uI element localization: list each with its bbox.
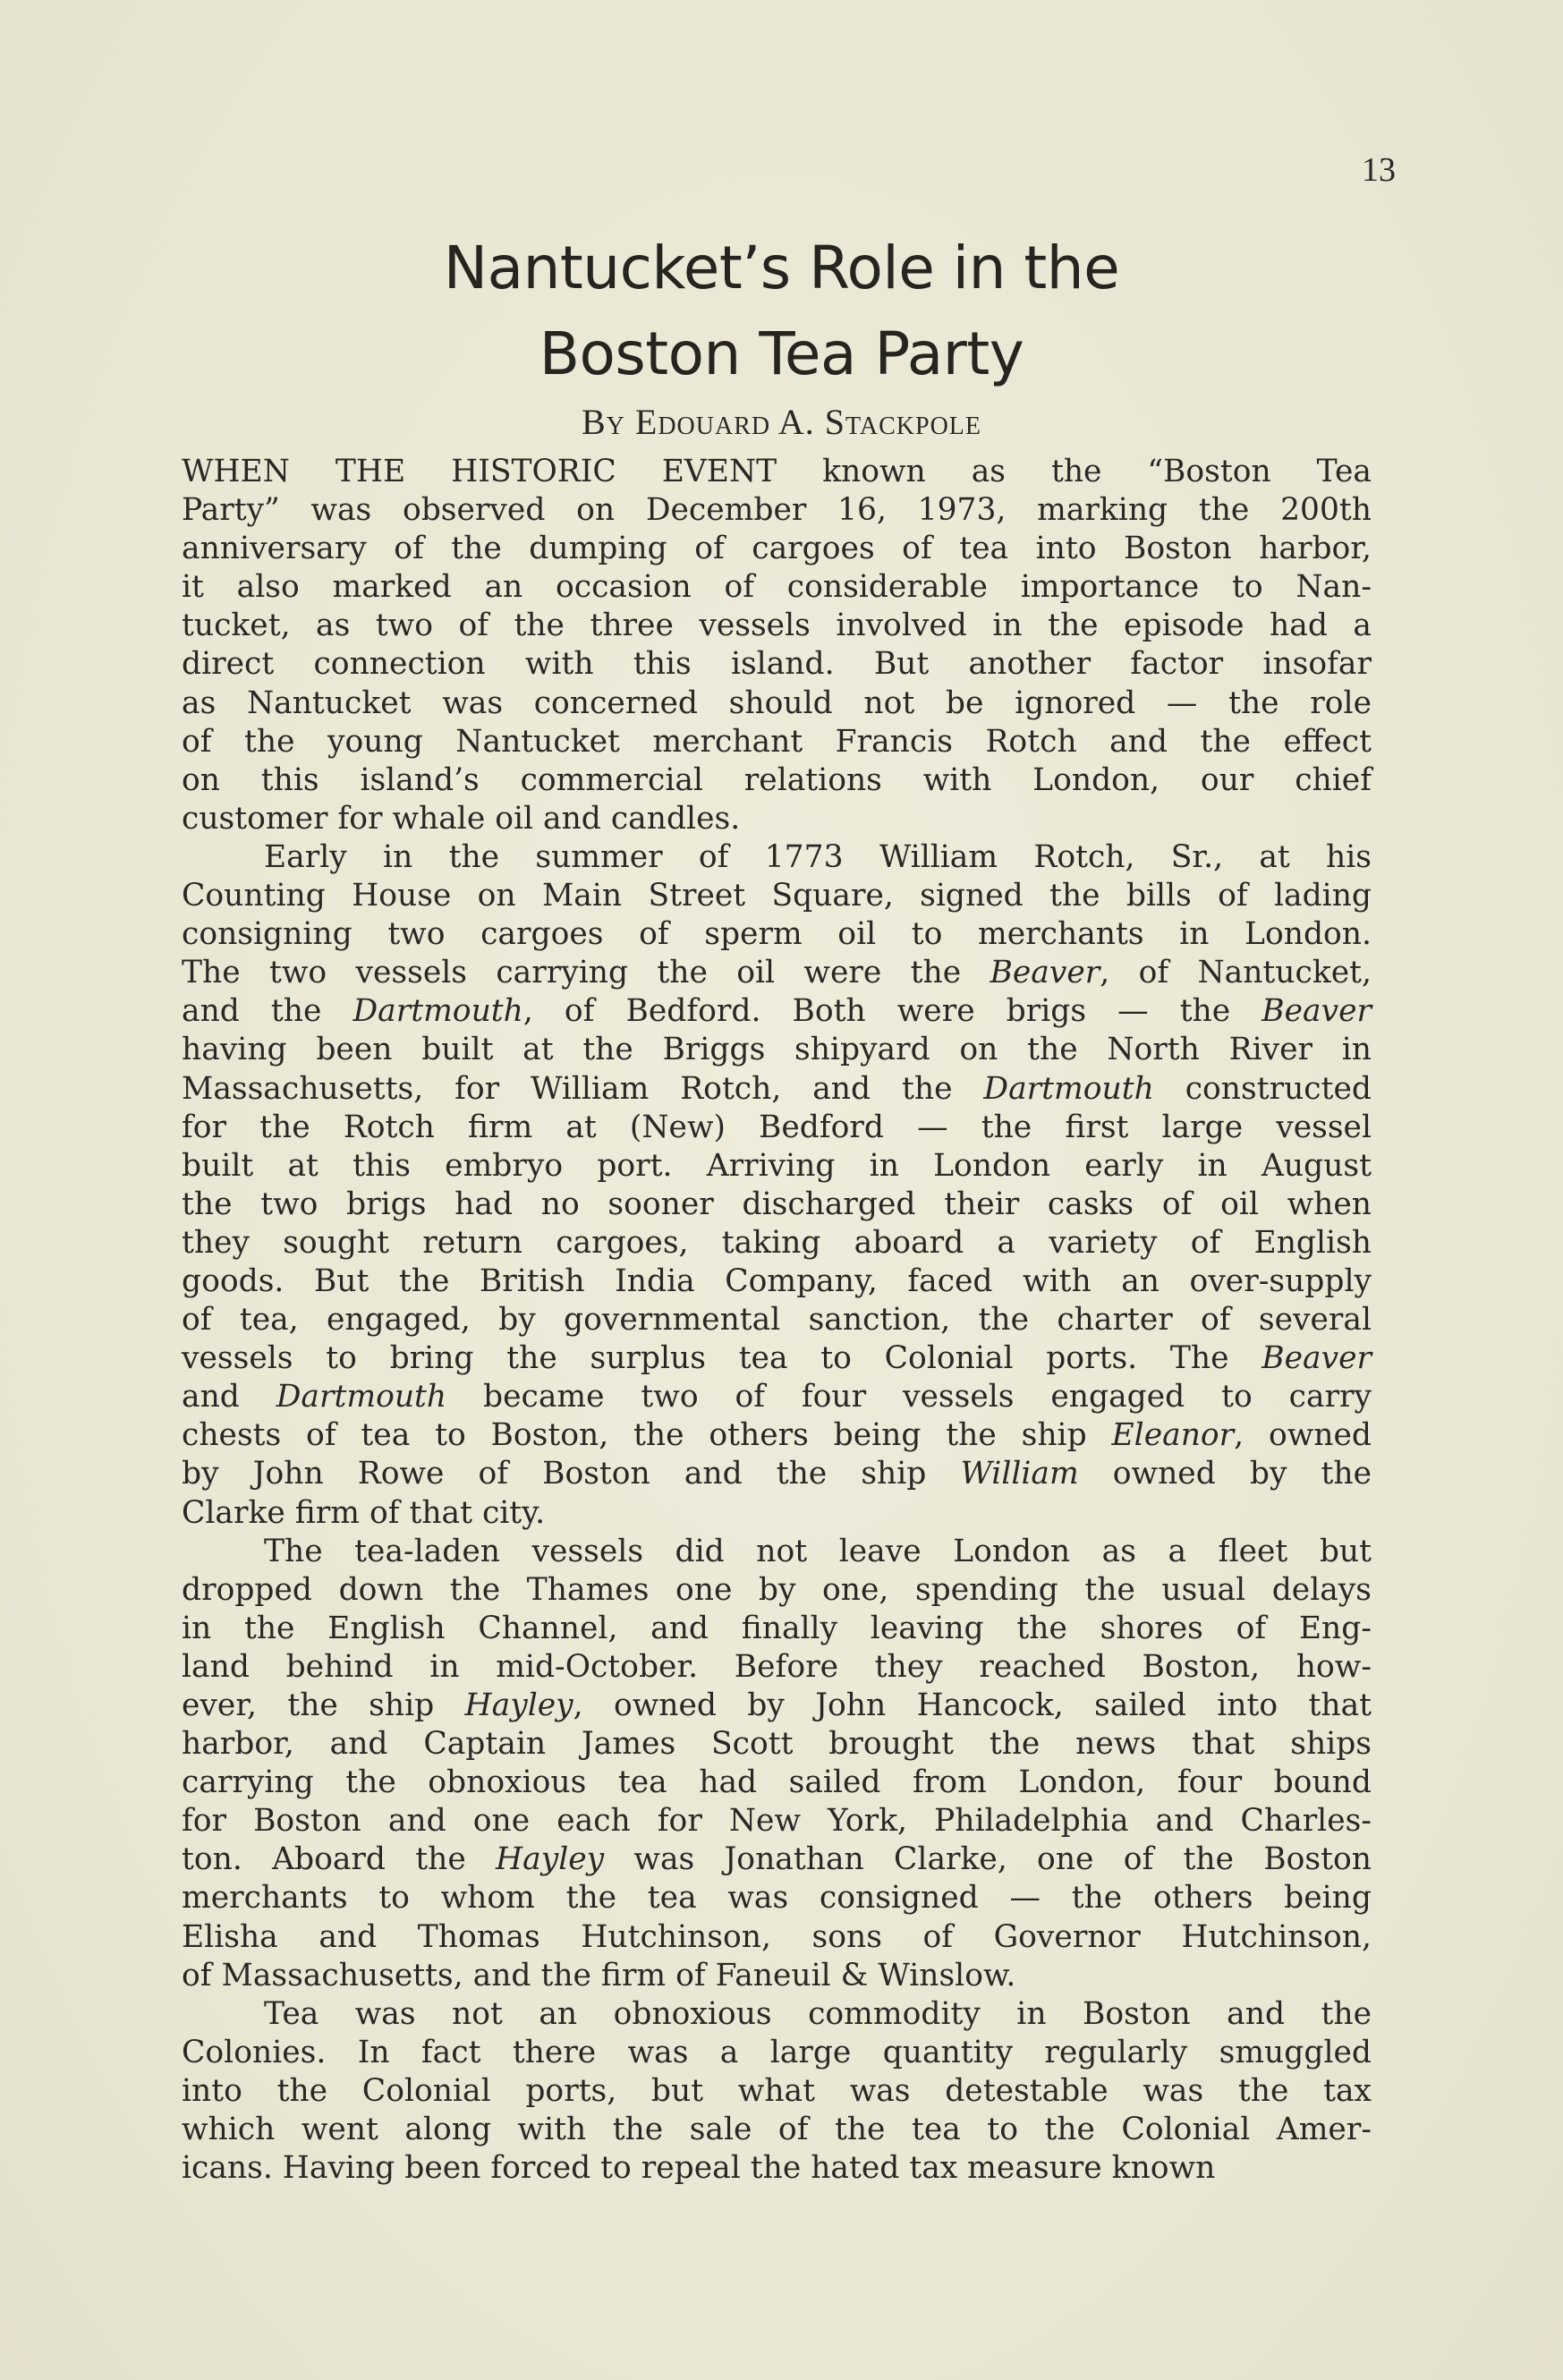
paragraph-line: merchants to whom the tea was consigned — the others being xyxy=(182,1880,1372,1917)
paragraph-line: Early in the summer of 1773 William Rotch, Sr., at his xyxy=(264,838,1372,875)
paragraph-line: they sought return cargoes, taking aboard a variety of English xyxy=(182,1224,1372,1261)
paragraph-line: for Boston and one each for New York, Philadelphia and Charles- xyxy=(182,1803,1372,1840)
paragraph-line: The tea-laden vessels did not leave London as a fleet but xyxy=(264,1533,1372,1569)
paragraph-line: having been built at the Briggs shipyard on the North River in xyxy=(182,1032,1372,1068)
paragraph-line: direct connection with this island. But another factor insofar xyxy=(182,646,1372,683)
vessel-name: Dartmouth xyxy=(983,1070,1154,1107)
paragraph-line: by John Rowe of Boston and the ship William owned by the xyxy=(182,1456,1372,1492)
vessel-name: Beaver xyxy=(1261,1340,1372,1377)
vessel-name: Dartmouth xyxy=(353,993,523,1030)
vessel-name: William xyxy=(960,1456,1079,1492)
article-title-line-2: Boston Tea Party xyxy=(539,319,1024,388)
page-number: 13 xyxy=(1362,151,1396,189)
paragraph-line: vessels to bring the surplus tea to Colonial ports. The Beaver xyxy=(182,1340,1372,1377)
paragraph-line: of tea, engaged, by governmental sanction, the charter of several xyxy=(182,1302,1372,1339)
article-paragraph xyxy=(182,1995,1372,2188)
paragraph-line: Counting House on Main Street Square, signed the bills of lading xyxy=(182,878,1372,914)
paragraph-line: anniversary of the dumping of cargoes of tea into Boston harbor, xyxy=(182,531,1372,567)
paragraph-line: goods. But the British India Company, faced with an over-supply xyxy=(182,1262,1372,1299)
paragraph-line: for the Rotch firm at (New) Bedford — the first large vessel xyxy=(182,1109,1372,1145)
paragraph-line: carrying the obnoxious tea had sailed from London, four bound xyxy=(182,1764,1372,1801)
paragraph-line: Colonies. In fact there was a large quantity regularly smuggled xyxy=(182,2034,1372,2070)
vessel-name: Hayley xyxy=(464,1687,573,1723)
paragraph-line: Tea was not an obnoxious commodity in Boston and the xyxy=(264,1995,1372,2032)
paragraph-line: the two brigs had no sooner discharged their casks of oil when xyxy=(182,1186,1372,1222)
paragraph-line: Elisha and Thomas Hutchinson, sons of Governor Hutchinson, xyxy=(182,1918,1372,1955)
paragraph-line: Massachusetts, for William Rotch, and the Dartmouth constructed xyxy=(182,1070,1372,1107)
paragraph-line: land behind in mid-October. Before they reached Boston, how- xyxy=(182,1648,1372,1685)
paragraph-line: of Massachusetts, and the firm of Faneuil & Winslow. xyxy=(182,1957,1016,1993)
paragraph-line: into the Colonial ports, but what was detestable was the tax xyxy=(182,2072,1372,2109)
vessel-name: Eleanor xyxy=(1111,1417,1235,1454)
article-paragraph xyxy=(182,453,1372,838)
paragraph-line: icans. Having been forced to repeal the hated tax measure known xyxy=(182,2150,1216,2187)
vessel-name: Beaver xyxy=(990,955,1100,991)
article-title xyxy=(179,225,1384,397)
vessel-name: Hayley xyxy=(496,1841,605,1878)
paragraph-line: and the Dartmouth, of Bedford. Both were brigs — the Beaver xyxy=(182,993,1372,1030)
paragraph-line: built at this embryo port. Arriving in London early in August xyxy=(182,1147,1372,1184)
article-byline: By Edouard A. Stackpole xyxy=(581,402,982,442)
paragraph-line: on this island’s commercial relations with London, our chief xyxy=(182,761,1372,798)
paragraph-line: as Nantucket was concerned should not be ignored — the role xyxy=(182,684,1372,721)
paragraph-line: ton. Aboard the Hayley was Jonathan Clarke, one of the Boston xyxy=(182,1841,1372,1878)
paragraph-line: tucket, as two of the three vessels involved in the episode had a xyxy=(182,608,1372,644)
paragraph-line: and Dartmouth became two of four vessels engaged to carry xyxy=(182,1379,1372,1415)
paragraph-line: in the English Channel, and finally leaving the shores of Eng- xyxy=(182,1610,1372,1646)
paragraph-line: Party” was observed on December 16, 1973, marking the 200th xyxy=(182,492,1372,529)
article-title-line-1: Nantucket’s Role in the xyxy=(443,234,1120,302)
paragraph-line: of the young Nantucket merchant Francis Rotch and the effect xyxy=(182,723,1372,760)
paragraph-line: dropped down the Thames one by one, spending the usual delays xyxy=(182,1571,1372,1608)
article-paragraph xyxy=(182,1533,1372,1995)
paragraph-line: it also marked an occasion of considerable importance to Nan- xyxy=(182,569,1372,606)
paragraph-line: ever, the ship Hayley, owned by John Hancock, sailed into that xyxy=(182,1687,1372,1723)
paragraph-line: consigning two cargoes of sperm oil to merchants in London. xyxy=(182,916,1372,953)
paragraph-line: which went along with the sale of the tea to the Colonial Amer- xyxy=(182,2112,1372,2148)
vessel-name: Dartmouth xyxy=(276,1379,447,1415)
paragraph-line: chests of tea to Boston, the others being the ship Eleanor, owned xyxy=(182,1417,1372,1454)
paragraph-line: Clarke firm of that city. xyxy=(182,1494,546,1531)
paragraph-line: WHEN THE HISTORIC EVENT known as the “Boston Tea xyxy=(182,454,1372,489)
article-paragraph xyxy=(182,838,1372,1533)
article-body xyxy=(182,453,1372,2188)
paragraph-line: The two vessels carrying the oil were the Beaver, of Nantucket, xyxy=(182,955,1372,991)
vessel-name: Beaver xyxy=(1261,993,1372,1030)
paragraph-line: harbor, and Captain James Scott brought the news that ships xyxy=(182,1726,1372,1763)
paragraph-line: customer for whale oil and candles. xyxy=(182,800,741,837)
